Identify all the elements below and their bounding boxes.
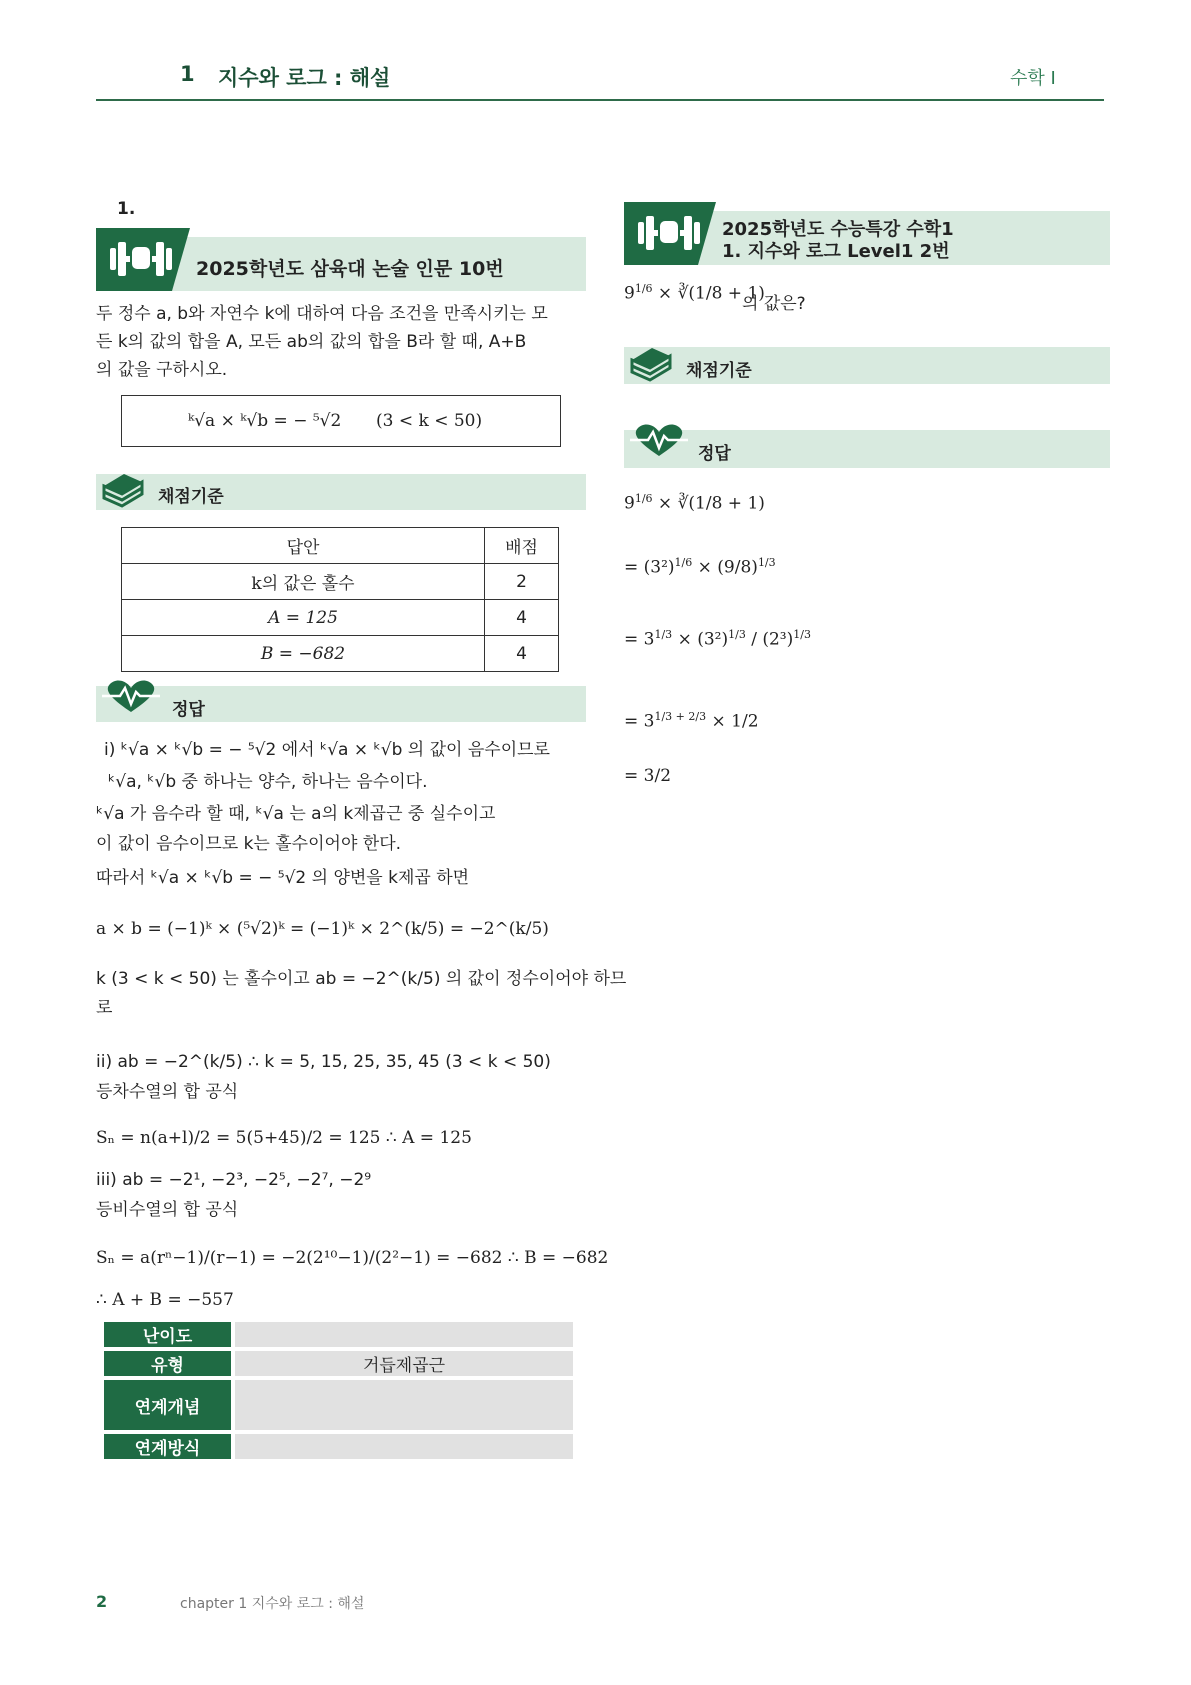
problem-number: 1. [117,199,136,219]
solution-line: ᵏ√a, ᵏ√b 중 하나는 양수, 하나는 음수이다. [108,772,428,792]
footer-text: chapter 1 지수와 로그 : 해설 [180,1596,365,1612]
page-number: 2 [96,1592,108,1611]
problem-text: 두 정수 a, b와 자연수 k에 대하여 다음 조건을 만족시키는 모 든 k의 값의 합을 A, 모든 ab의 값의 합을 B라 할 때, A+B 의 값을 구하시오. [96,304,548,380]
meta-label: 연계방식 [104,1434,231,1459]
meta-value [235,1322,573,1347]
source-title-left: 2025학년도 삼육대 논술 인문 10번 [196,258,504,280]
table-header: 답안 [122,528,485,564]
meta-label: 난이도 [104,1322,231,1347]
table-cell: A = 125 [122,600,485,636]
table-row [122,636,559,672]
answer-bar-right [624,430,1110,468]
table-cell: 2 [485,564,559,600]
header-rule [96,99,1104,101]
answer-bar-left [96,686,586,722]
criteria-label-left: 채점기준 [158,487,224,507]
dumbbell-icon [110,242,172,276]
right-step: = 3/2 [624,766,672,786]
solution-line: 따라서 ᵏ√a × ᵏ√b = − ⁵√2 의 양변을 k제곱 하면 [96,868,470,888]
solution-line: Sₙ = a(rⁿ−1)/(r−1) = −2(2¹⁰−1)/(2²−1) = −682 ∴ B = −682 [96,1248,609,1268]
subject-label: 수학 I [1010,68,1056,89]
table-row [122,600,559,636]
solution-line: a × b = (−1)ᵏ × (⁵√2)ᵏ = (−1)ᵏ × 2^(k/5) = −2^(k/5) [96,919,549,939]
chapter-number: 1 [180,62,195,86]
table-header: 배점 [485,528,559,564]
heartbeat-icon [100,678,162,714]
right-question-expr: $9^{1/6}$ × ∛(1/8 + 1) [624,282,765,304]
solution-line: 등차수열의 합 공식 [96,1082,239,1102]
right-step: $9^{1/6}$ × ∛(1/8 + 1) [624,492,765,514]
solution-line: ii) ab = −2^(k/5) ∴ k = 5, 15, 25, 35, 45 (3 < k < 50) [96,1052,551,1072]
right-step: = $(3^2)^{1/6} \times (9/8)^{1/3}$ [624,556,776,578]
solution-line: i) ᵏ√a × ᵏ√b = − ⁵√2 에서 ᵏ√a × ᵏ√b 의 값이 음수이므로 [104,740,550,760]
solution-line: 등비수열의 합 공식 [96,1200,239,1220]
right-step: = $3^{1/3} \times (3^2)^{1/3} / (2^3)^{1/3}$ [624,628,811,650]
meta-value [235,1380,573,1430]
solution-line: Sₙ = n(a+l)/2 = 5(5+45)/2 = 125 ∴ A = 125 [96,1128,472,1148]
solution-line: 로 [96,998,113,1018]
criteria-label-right: 채점기준 [686,361,752,381]
table-row [122,564,559,600]
table-cell: B = −682 [122,636,485,672]
source-title-right: 2025학년도 수능특강 수학1 1. 지수와 로그 Level1 2번 [722,219,954,262]
meta-label: 유형 [104,1351,231,1376]
meta-label: 연계개념 [104,1380,231,1430]
right-question-suffix: 의 값은? [742,294,806,314]
table-header-row [122,528,559,564]
solution-line: 이 값이 음수이므로 k는 홀수이어야 한다. [96,834,402,854]
chapter-title: 지수와 로그 : 해설 [218,66,391,90]
solution-line: ᵏ√a 가 음수라 할 때, ᵏ√a 는 a의 k제곱근 중 실수이고 [96,804,496,824]
answer-label-right: 정답 [698,444,731,464]
meta-value [235,1434,573,1459]
condition-expr: ᵏ√a × ᵏ√b = − ⁵√2 [188,411,342,431]
table-cell: k의 값은 홀수 [122,564,485,600]
meta-value: 거듭제곱근 [235,1351,573,1376]
solution-line: k (3 < k < 50) 는 홀수이고 ab = −2^(k/5) 의 값이 정수이어야 하므 [96,969,627,989]
source-badge-left [96,228,190,291]
book-icon [626,336,674,384]
dumbbell-icon [638,216,700,250]
heartbeat-icon [628,422,690,458]
answer-label-left: 정답 [172,700,205,720]
table-cell: 4 [485,636,559,672]
source-badge-right [624,202,716,265]
table-cell: 4 [485,600,559,636]
condition-range: (3 < k < 50) [376,411,483,431]
solution-line: iii) ab = −2¹, −2³, −2⁵, −2⁷, −2⁹ [96,1170,372,1190]
right-step: = $3^{1/3 + 2/3} \times 1/2$ [624,710,759,732]
book-icon [98,462,146,510]
solution-line: ∴ A + B = −557 [96,1290,234,1310]
score-table [121,527,559,672]
